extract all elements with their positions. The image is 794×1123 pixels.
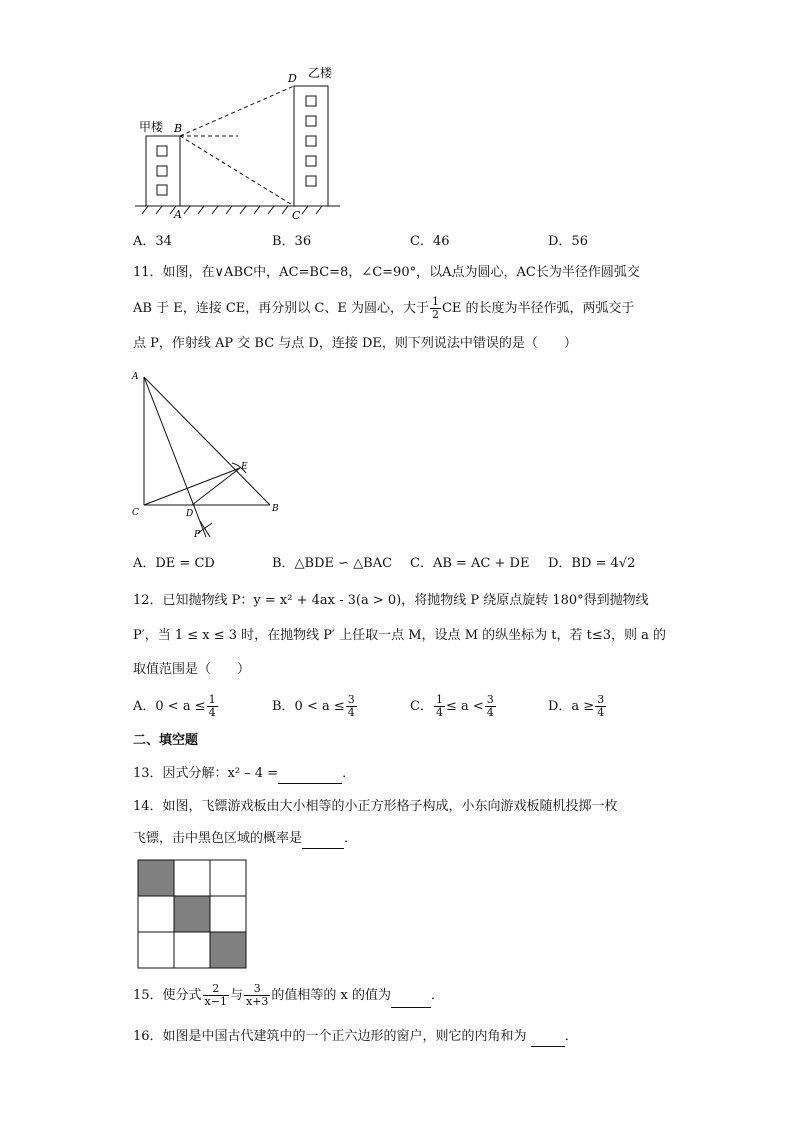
q11-line2: AB 于 E，连接 CE，再分别以 C、E 为圆心，大于 $\frac{1}{2}$ CE 的长度为半径作弧，两弧交于: [133, 295, 635, 321]
tri-point-b: B: [272, 504, 279, 514]
grid-cell: [138, 896, 174, 932]
q12-option-d: D．a ≥ $\frac{3}{4}$: [548, 693, 605, 719]
tri-point-p: P: [194, 530, 201, 540]
tri-point-c: C: [132, 508, 139, 518]
q13: 13．因式分解：x² – 4 = ．: [133, 764, 355, 784]
figure-triangle: [128, 365, 288, 545]
q16: 16．如图是中国古代建筑中的一个正六边形的窗户，则它的内角和为 ．: [133, 1027, 578, 1047]
answer-blank: [302, 834, 344, 849]
dartboard-grid: [137, 859, 247, 969]
q15: 15．使分式 $\frac{2}{x-1}$ 与 $\frac{3}{x+3}$ 的值相等的 x 的值为 ．: [133, 982, 445, 1008]
q11-line1: 11．如图，在∨ABC中，AC=BC=8，∠C=90°，以A点为圆心，AC长为半径作圆弧交: [133, 265, 640, 280]
q12-option-c: C． $\frac{1}{4}$ ≤ a < $\frac{3}{4}$: [410, 693, 494, 719]
label-jia: 甲楼: [139, 120, 164, 134]
grid-cell: [210, 932, 246, 968]
q12-line1: 12．已知抛物线 P：y = x² + 4ax - 3(a > 0)，将抛物线 P 绕原点旋转 180°得到抛物线: [133, 593, 649, 608]
grid-cell: [138, 932, 174, 968]
figure-buildings: [130, 62, 345, 222]
grid-cell: [174, 860, 210, 896]
point-d: D: [288, 72, 297, 85]
q12-line3: 取值范围是（ ）: [133, 662, 251, 677]
q11-option-a: A．DE = CD: [133, 556, 215, 571]
point-c: C: [292, 209, 301, 222]
fraction-half: $\frac{1}{2}$: [431, 295, 439, 321]
q14-line1: 14．如图，飞镖游戏板由大小相等的小正方形格子构成，小东向游戏板随机投掷一枚: [133, 799, 618, 814]
section-heading: 二、填空题: [133, 733, 199, 748]
q10-option-c: C．46: [410, 234, 450, 249]
answer-blank: [391, 993, 431, 1008]
sight-lines: [180, 86, 294, 206]
q11-option-b: B．△BDE ∽ △BAC: [272, 556, 393, 571]
q12-line2: P′，当 1 ≤ x ≤ 3 时，在抛物线 P′ 上任取一点 M，设点 M 的纵坐标为 t，若 t≤3，则 a 的: [133, 628, 667, 643]
q12-option-b: B．0 < a ≤ $\frac{3}{4}$: [272, 693, 355, 719]
tri-point-a: A: [132, 372, 139, 382]
q11-line3: 点 P，作射线 AP 交 BC 与点 D，连接 DE，则下列说法中错误的是（ ）: [133, 336, 577, 351]
label-yi: 乙楼: [308, 66, 333, 80]
tri-point-d: D: [186, 509, 194, 519]
tri-point-e: E: [241, 462, 248, 472]
answer-blank: [531, 1032, 565, 1047]
q12-option-a: A．0 < a ≤ $\frac{1}{4}$: [133, 693, 216, 719]
point-b: B: [174, 122, 183, 135]
q10-option-a: A．34: [133, 234, 172, 249]
grid-cell: [138, 860, 174, 896]
answer-blank: [278, 769, 342, 784]
q14-line2: 飞镖，击中黑色区域的概率是 ．: [133, 829, 357, 849]
q10-option-d: D．56: [548, 234, 588, 249]
grid-cell: [174, 896, 210, 932]
q11-option-d: D．BD = 4√2: [548, 556, 636, 571]
grid-cell: [210, 860, 246, 896]
point-a: A: [174, 208, 182, 221]
q10-option-b: B．36: [272, 234, 312, 249]
grid-cell: [174, 932, 210, 968]
q11-option-c: C．AB = AC + DE: [410, 556, 530, 571]
grid-cell: [210, 896, 246, 932]
